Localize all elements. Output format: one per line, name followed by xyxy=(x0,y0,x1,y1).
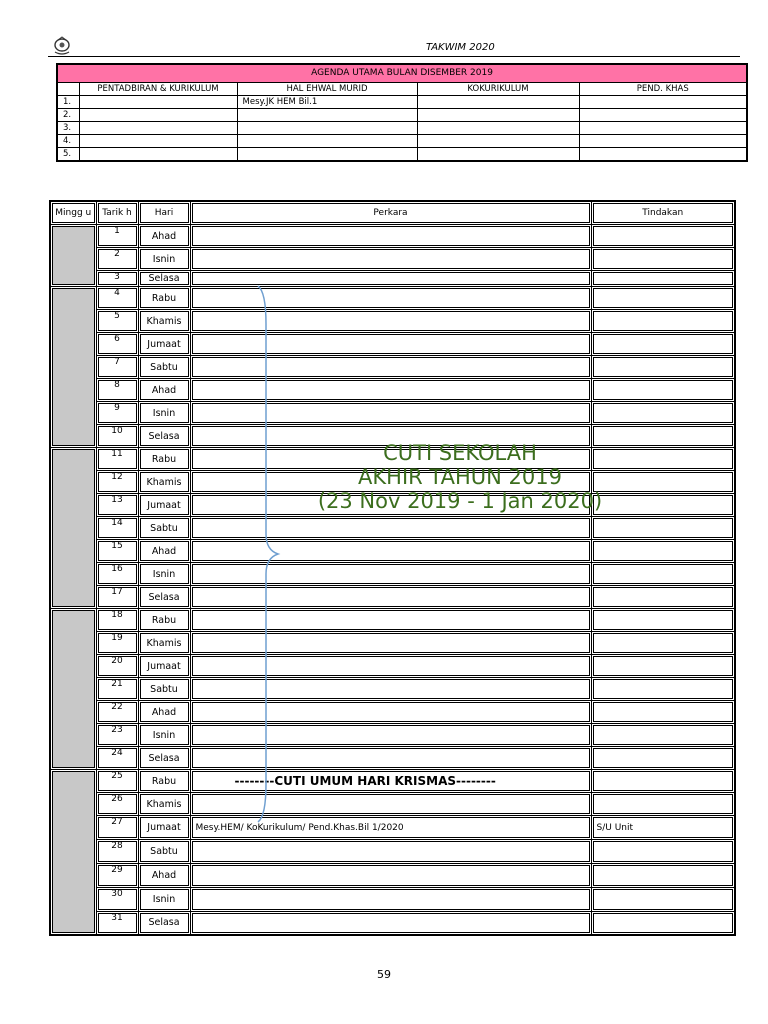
date-cell: 19 xyxy=(96,632,138,655)
tindakan-cell xyxy=(591,912,735,935)
date-cell: 11 xyxy=(96,448,138,471)
calendar-row xyxy=(50,864,735,888)
day-cell: Isnin xyxy=(138,724,190,747)
holiday-line: (23 Nov 2019 - 1 Jan 2020) xyxy=(317,489,603,513)
perkara-cell xyxy=(190,225,591,248)
tindakan-cell xyxy=(591,724,735,747)
date-cell: 23 xyxy=(96,724,138,747)
agenda-col-header: PEND. KHAS xyxy=(579,83,747,96)
calendar-row xyxy=(50,563,735,586)
perkara-cell xyxy=(190,912,591,935)
school-crest-logo xyxy=(50,36,74,56)
page-number: 59 xyxy=(377,968,391,981)
tindakan-cell xyxy=(591,609,735,632)
tindakan-cell xyxy=(591,678,735,701)
perkara-cell xyxy=(190,864,591,888)
calendar-row xyxy=(50,655,735,678)
day-cell: Sabtu xyxy=(138,840,190,864)
tindakan-cell xyxy=(591,271,735,287)
calendar-row xyxy=(50,586,735,609)
date-cell: 21 xyxy=(96,678,138,701)
perkara-cell xyxy=(190,310,591,333)
perkara-cell: Mesy.HEM/ KoKurikulum/ Pend.Khas.Bil 1/2020 xyxy=(190,816,591,840)
calendar-row xyxy=(50,333,735,356)
tindakan-cell xyxy=(591,888,735,912)
tindakan-cell xyxy=(591,701,735,724)
day-cell: Jumaat xyxy=(138,333,190,356)
date-cell: 1 xyxy=(96,225,138,248)
date-cell: 7 xyxy=(96,356,138,379)
day-cell: Ahad xyxy=(138,379,190,402)
day-cell: Jumaat xyxy=(138,816,190,840)
day-cell: Isnin xyxy=(138,248,190,271)
day-cell: Khamis xyxy=(138,793,190,816)
day-cell: Isnin xyxy=(138,402,190,425)
date-cell: 16 xyxy=(96,563,138,586)
perkara-cell xyxy=(190,888,591,912)
perkara-cell xyxy=(190,840,591,864)
perkara-cell xyxy=(190,248,591,271)
week-cell xyxy=(50,770,96,935)
day-cell: Isnin xyxy=(138,888,190,912)
calendar-row xyxy=(50,816,735,840)
agenda-cell xyxy=(417,122,579,135)
agenda-cell xyxy=(79,148,237,162)
agenda-row-number: 5. xyxy=(57,148,79,162)
week-cell xyxy=(50,609,96,770)
week-cell xyxy=(50,448,96,609)
agenda-col-header: HAL EHWAL MURID xyxy=(237,83,417,96)
agenda-row xyxy=(57,122,747,135)
agenda-row-number: 1. xyxy=(57,96,79,109)
day-cell: Selasa xyxy=(138,912,190,935)
calendar-row xyxy=(50,793,735,816)
day-cell: Khamis xyxy=(138,632,190,655)
perkara-cell xyxy=(190,356,591,379)
agenda-cell xyxy=(79,135,237,148)
day-cell: Selasa xyxy=(138,425,190,448)
date-cell: 30 xyxy=(96,888,138,912)
perkara-cell xyxy=(190,271,591,287)
day-cell: Khamis xyxy=(138,471,190,494)
date-cell: 4 xyxy=(96,287,138,310)
tindakan-cell xyxy=(591,517,735,540)
tindakan-cell xyxy=(591,333,735,356)
calendar-row xyxy=(50,248,735,271)
perkara-cell xyxy=(190,724,591,747)
agenda-cell xyxy=(237,135,417,148)
perkara-cell xyxy=(190,333,591,356)
day-cell: Rabu xyxy=(138,287,190,310)
agenda-cell xyxy=(237,148,417,162)
calendar-row xyxy=(50,678,735,701)
agenda-title: AGENDA UTAMA BULAN DISEMBER 2019 xyxy=(57,64,747,83)
tindakan-cell xyxy=(591,747,735,770)
day-cell: Ahad xyxy=(138,864,190,888)
day-cell: Selasa xyxy=(138,586,190,609)
perkara-cell xyxy=(190,747,591,770)
calendar-row xyxy=(50,701,735,724)
agenda-row xyxy=(57,148,747,162)
perkara-cell xyxy=(190,609,591,632)
date-cell: 3 xyxy=(96,271,138,287)
tindakan-cell xyxy=(591,840,735,864)
week-cell xyxy=(50,287,96,448)
day-cell: Selasa xyxy=(138,271,190,287)
day-cell: Rabu xyxy=(138,770,190,793)
minggu-header: Mingg u xyxy=(50,201,96,225)
perkara-cell xyxy=(190,287,591,310)
date-cell: 25 xyxy=(96,770,138,793)
date-cell: 15 xyxy=(96,540,138,563)
date-cell: 27 xyxy=(96,816,138,840)
tindakan-cell xyxy=(591,248,735,271)
calendar-row xyxy=(50,747,735,770)
date-cell: 24 xyxy=(96,747,138,770)
agenda-cell xyxy=(417,96,579,109)
calendar-row xyxy=(50,724,735,747)
tindakan-cell xyxy=(591,586,735,609)
calendar-row xyxy=(50,287,735,310)
agenda-cell xyxy=(417,135,579,148)
agenda-row-number: 4. xyxy=(57,135,79,148)
tindakan-cell xyxy=(591,864,735,888)
day-cell: Sabtu xyxy=(138,678,190,701)
day-cell: Jumaat xyxy=(138,494,190,517)
header-rule xyxy=(48,56,740,57)
perkara-cell xyxy=(190,678,591,701)
holiday-line: CUTI SEKOLAH xyxy=(383,441,537,465)
calendar-row xyxy=(50,540,735,563)
date-cell: 12 xyxy=(96,471,138,494)
date-cell: 18 xyxy=(96,609,138,632)
date-cell: 6 xyxy=(96,333,138,356)
agenda-row-number: 3. xyxy=(57,122,79,135)
holiday-brace xyxy=(252,284,282,824)
agenda-cell xyxy=(237,122,417,135)
week-cell xyxy=(50,225,96,287)
perkara-cell xyxy=(190,586,591,609)
date-cell: 8 xyxy=(96,379,138,402)
tindakan-cell xyxy=(591,379,735,402)
calendar-row xyxy=(50,888,735,912)
agenda-col-header: KOKURIKULUM xyxy=(417,83,579,96)
holiday-line: AKHIR TAHUN 2019 xyxy=(358,465,562,489)
tindakan-cell xyxy=(591,540,735,563)
agenda-num-header xyxy=(57,83,79,96)
day-cell: Selasa xyxy=(138,747,190,770)
perkara-header: Perkara xyxy=(190,201,591,225)
hari-header: Hari xyxy=(138,201,190,225)
agenda-cell xyxy=(579,122,747,135)
date-cell: 10 xyxy=(96,425,138,448)
tindakan-cell xyxy=(591,402,735,425)
day-cell: Rabu xyxy=(138,448,190,471)
date-cell: 20 xyxy=(96,655,138,678)
calendar-row xyxy=(50,912,735,935)
date-cell: 22 xyxy=(96,701,138,724)
perkara-cell xyxy=(190,632,591,655)
perkara-cell xyxy=(190,540,591,563)
agenda-cell xyxy=(237,109,417,122)
calendar-table xyxy=(49,200,736,936)
calendar-row xyxy=(50,379,735,402)
date-cell: 2 xyxy=(96,248,138,271)
calendar-row xyxy=(50,356,735,379)
calendar-row xyxy=(50,271,735,287)
date-cell: 14 xyxy=(96,517,138,540)
perkara-cell xyxy=(190,402,591,425)
calendar-row xyxy=(50,632,735,655)
tindakan-cell xyxy=(591,632,735,655)
tindakan-cell: S/U Unit xyxy=(591,816,735,840)
tindakan-cell xyxy=(591,793,735,816)
calendar-row xyxy=(50,770,735,793)
document-header-title: TAKWIM 2020 xyxy=(426,42,495,53)
perkara-cell xyxy=(190,701,591,724)
day-cell: Sabtu xyxy=(138,356,190,379)
tindakan-cell xyxy=(591,563,735,586)
date-cell: 31 xyxy=(96,912,138,935)
date-cell: 29 xyxy=(96,864,138,888)
agenda-cell: Mesy.JK HEM Bil.1 xyxy=(237,96,417,109)
tindakan-cell xyxy=(591,287,735,310)
day-cell: Rabu xyxy=(138,609,190,632)
perkara-cell xyxy=(190,517,591,540)
day-cell: Ahad xyxy=(138,540,190,563)
day-cell: Isnin xyxy=(138,563,190,586)
perkara-cell xyxy=(190,793,591,816)
agenda-cell xyxy=(579,109,747,122)
agenda-cell xyxy=(79,109,237,122)
date-cell: 13 xyxy=(96,494,138,517)
tindakan-cell xyxy=(591,356,735,379)
perkara-cell xyxy=(190,563,591,586)
agenda-cell xyxy=(579,135,747,148)
agenda-cell xyxy=(417,109,579,122)
agenda-row xyxy=(57,96,747,109)
calendar-row xyxy=(50,310,735,333)
tindakan-cell xyxy=(591,655,735,678)
day-cell: Ahad xyxy=(138,701,190,724)
perkara-cell xyxy=(190,379,591,402)
day-cell: Sabtu xyxy=(138,517,190,540)
date-cell: 28 xyxy=(96,840,138,864)
calendar-row xyxy=(50,609,735,632)
tindakan-header: Tindakan xyxy=(591,201,735,225)
tindakan-cell xyxy=(591,770,735,793)
agenda-cell xyxy=(579,96,747,109)
agenda-row-number: 2. xyxy=(57,109,79,122)
perkara-cell xyxy=(190,655,591,678)
date-cell: 9 xyxy=(96,402,138,425)
calendar-row xyxy=(50,840,735,864)
agenda-cell xyxy=(417,148,579,162)
perkara-cell: --------CUTI UMUM HARI KRISMAS-------- xyxy=(190,770,591,793)
date-cell: 17 xyxy=(96,586,138,609)
tindakan-cell xyxy=(591,310,735,333)
calendar-row xyxy=(50,402,735,425)
day-cell: Ahad xyxy=(138,225,190,248)
date-cell: 5 xyxy=(96,310,138,333)
agenda-cell xyxy=(79,96,237,109)
agenda-table xyxy=(56,63,748,162)
calendar-row xyxy=(50,517,735,540)
calendar-row xyxy=(50,225,735,248)
agenda-row xyxy=(57,135,747,148)
agenda-col-header: PENTADBIRAN & KURIKULUM xyxy=(79,83,237,96)
day-cell: Jumaat xyxy=(138,655,190,678)
tarikh-header: Tarik h xyxy=(96,201,138,225)
date-cell: 26 xyxy=(96,793,138,816)
tindakan-cell xyxy=(591,225,735,248)
agenda-row xyxy=(57,109,747,122)
holiday-note xyxy=(280,441,640,513)
agenda-cell xyxy=(79,122,237,135)
day-cell: Khamis xyxy=(138,310,190,333)
agenda-cell xyxy=(579,148,747,162)
